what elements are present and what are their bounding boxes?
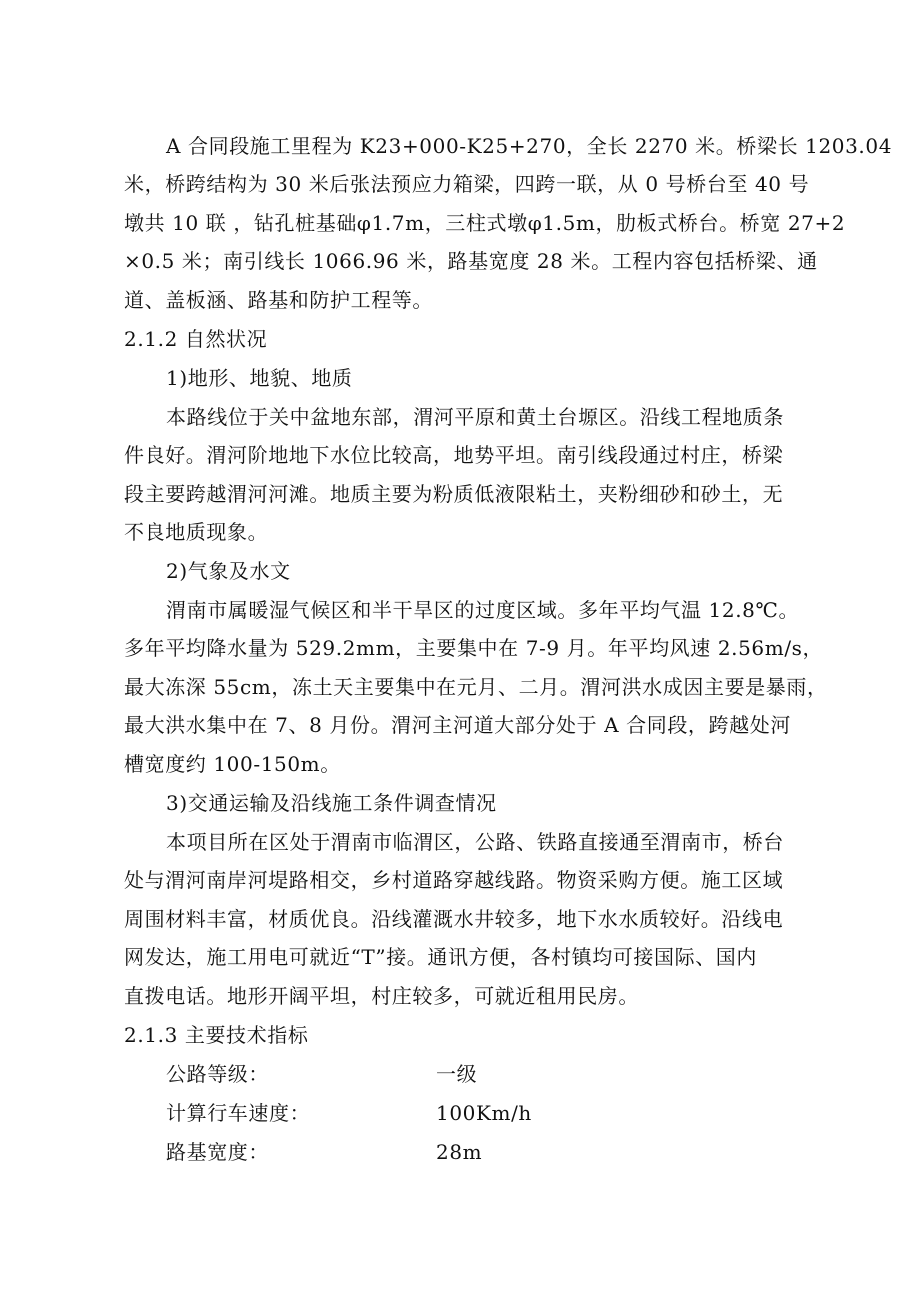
climate-line-2: 多年平均降水量为 529.2mm，主要集中在 7-9 月。年平均风速 2.56m/s， <box>124 636 824 660</box>
climate-line-1: 渭南市属暖湿气候区和半干旱区的过度区域。多年平均气温 12.8℃。 <box>166 598 800 622</box>
transport-line-4: 网发达，施工用电可就近“T”接。通讯方便，各村镇均可接国际、国内 <box>124 945 757 969</box>
section-heading-212: 2.1.2 自然状况 <box>124 327 268 351</box>
terrain-line-2: 件良好。渭河阶地地下水位比较高，地势平坦。南引线段通过村庄，桥梁 <box>124 443 784 467</box>
spec-value-road-grade: 一级 <box>436 1062 478 1086</box>
climate-line-5: 槽宽度约 100-150m。 <box>124 752 341 776</box>
section-heading-213: 2.1.3 主要技术指标 <box>124 1023 309 1047</box>
transport-line-1: 本项目所在区处于渭南市临渭区，公路、铁路直接通至渭南市，桥台 <box>166 830 784 854</box>
intro-line-2: 米，桥跨结构为 30 米后张法预应力箱梁，四跨一联，从 0 号桥台至 40 号 <box>124 172 810 196</box>
transport-line-3: 周围材料丰富，材质优良。沿线灌溉水井较多，地下水水质较好。沿线电 <box>124 907 784 931</box>
terrain-line-4: 不良地质现象。 <box>124 520 269 544</box>
terrain-line-3: 段主要跨越渭河河滩。地质主要为粉质低液限粘土，夹粉细砂和砂土，无 <box>124 482 784 506</box>
subheading-climate: 2)气象及水文 <box>166 559 291 583</box>
spec-label-road-grade: 公路等级： <box>166 1062 269 1086</box>
transport-line-5: 直拨电话。地形开阔平坦，村庄较多，可就近租用民房。 <box>124 984 639 1008</box>
spec-label-subgrade-width: 路基宽度： <box>166 1140 269 1164</box>
climate-line-4: 最大洪水集中在 7、8 月份。渭河主河道大部分处于 A 合同段，跨越处河 <box>124 713 791 737</box>
spec-value-subgrade-width: 28m <box>436 1140 483 1164</box>
subheading-terrain: 1)地形、地貌、地质 <box>166 366 353 390</box>
subheading-transport: 3)交通运输及沿线施工条件调查情况 <box>166 791 497 815</box>
intro-line-4: ×0.5 米；南引线长 1066.96 米，路基宽度 28 米。工程内容包括桥梁、通 <box>124 249 818 273</box>
intro-line-5: 道、盖板涵、路基和防护工程等。 <box>124 288 433 312</box>
terrain-line-1: 本路线位于关中盆地东部，渭河平原和黄土台塬区。沿线工程地质条 <box>166 405 784 429</box>
intro-line-1: A 合同段施工里程为 K23+000-K25+270，全长 2270 米。桥梁长 1203.04 <box>166 134 893 158</box>
intro-line-3: 墩共 10 联 ，钻孔桩基础φ1.7m，三柱式墩φ1.5m，肋板式桥台。桥宽 27+2 <box>124 211 846 235</box>
spec-value-design-speed: 100Km/h <box>436 1101 532 1125</box>
transport-line-2: 处与渭河南岸河堤路相交，乡村道路穿越线路。物资采购方便。施工区域 <box>124 868 784 892</box>
spec-label-design-speed: 计算行车速度： <box>166 1101 311 1125</box>
climate-line-3: 最大冻深 55cm，冻土天主要集中在元月、二月。渭河洪水成因主要是暴雨， <box>124 675 828 699</box>
